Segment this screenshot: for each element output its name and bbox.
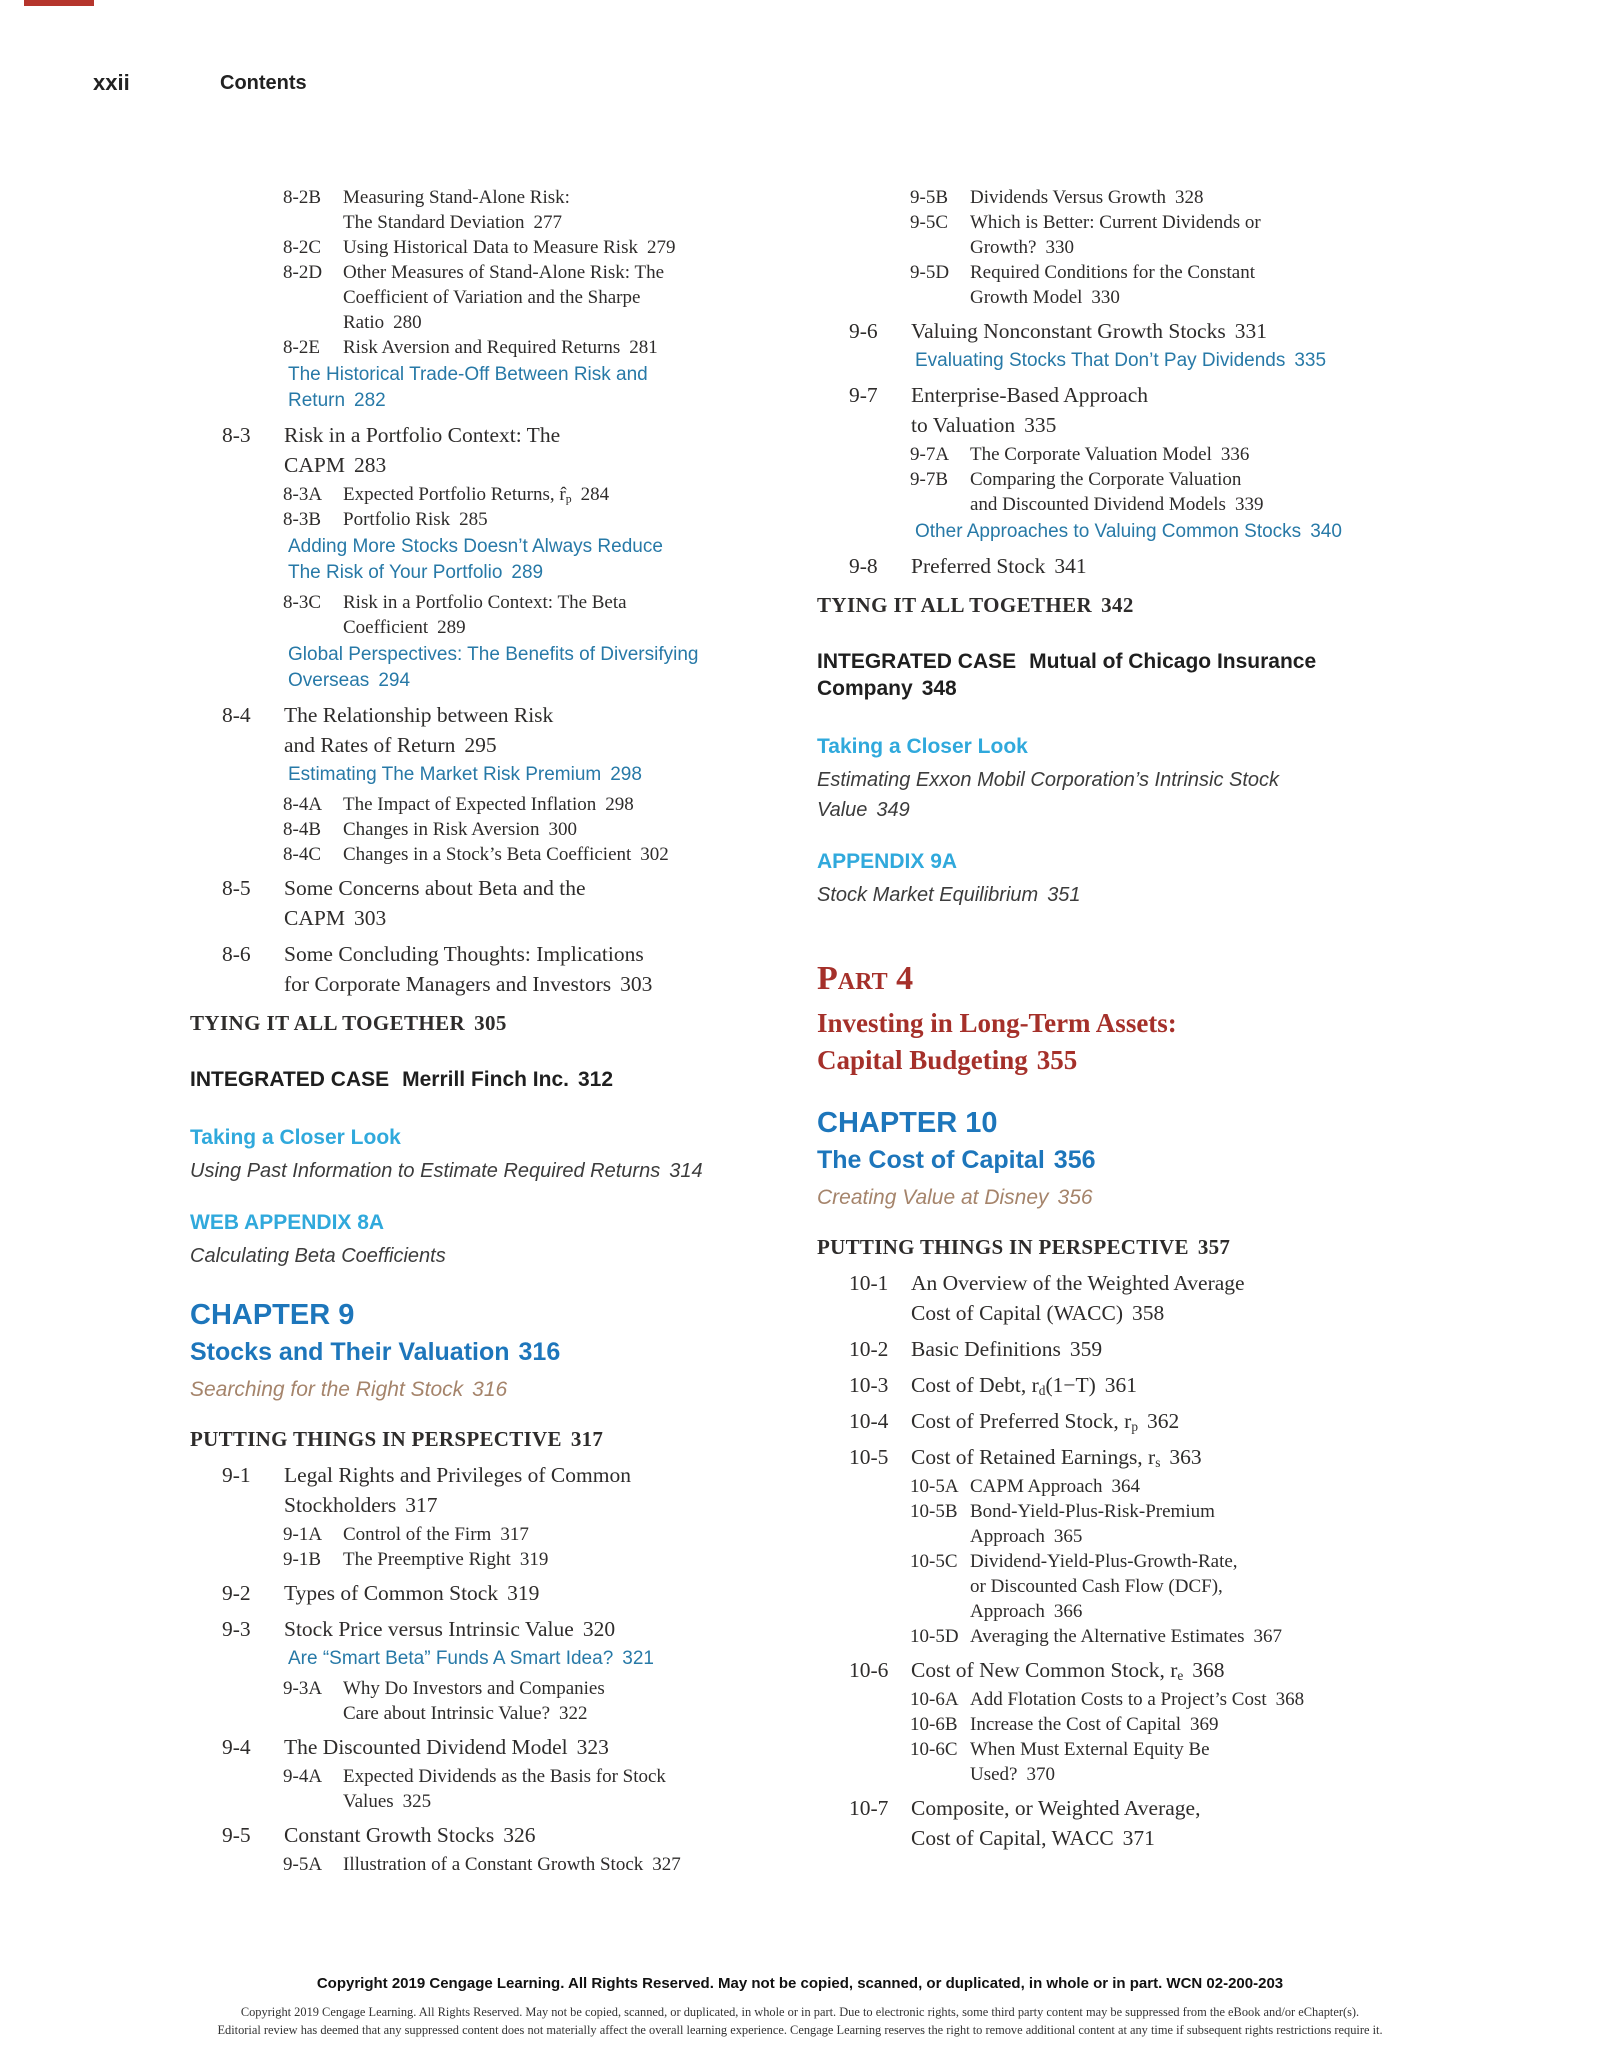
toc-section-entry <box>817 316 1417 346</box>
section-title: Illustration of a Constant Growth Stock 327 <box>343 1854 681 1875</box>
toc-taking-a-closer-look <box>190 1124 790 1186</box>
toc-chapter-heading <box>190 1296 790 1408</box>
toc-subsection-entry <box>817 1624 1417 1649</box>
section-title: Preferred Stock 341 <box>911 554 1087 578</box>
page-number: 298 <box>605 794 634 815</box>
closer-look-heading: Taking a Closer Look <box>190 1126 401 1149</box>
section-title: Types of Common Stock 319 <box>284 1581 540 1605</box>
toc-subsection-entry <box>190 1676 790 1726</box>
toc-subsection-entry <box>190 1547 790 1572</box>
page-number: 316 <box>472 1378 508 1401</box>
toc-taking-a-closer-look <box>817 733 1417 825</box>
integrated-case-title: Mutual of Chicago Insurance Company 348 <box>817 650 1317 700</box>
section-title: Legal Rights and Privileges of Common Stockholders 317 <box>284 1463 631 1517</box>
page-number: 280 <box>393 312 422 333</box>
toc-subsection-entry <box>190 1764 790 1814</box>
page-number: 367 <box>1253 1626 1283 1647</box>
page-number: 303 <box>620 972 653 996</box>
feature-title: Other Approaches to Valuing Common Stocks 340 <box>915 521 1342 542</box>
section-title: Changes in a Stock’s Beta Coefficient 302 <box>343 844 669 865</box>
section-title: The Relationship between Risk and Rates of Return 295 <box>284 703 554 757</box>
copyright-notice-bold: Copyright 2019 Cengage Learning. All Rights Reserved. May not be copied, scanned, or duplicated, in whole or in part. WCN 02-200-203 <box>316 1975 1284 1992</box>
page-number: 326 <box>503 1823 536 1847</box>
heading-text: PUTTING THINGS IN PERSPECTIVE 317 <box>190 1427 604 1451</box>
section-number: 9-1B <box>283 1549 321 1570</box>
toc-subsection-entry <box>817 1687 1417 1712</box>
section-number: 9-5A <box>283 1854 323 1875</box>
page-number: 365 <box>1053 1526 1083 1547</box>
feature-title: The Historical Trade-Off Between Risk and Return 282 <box>288 364 648 411</box>
section-title: The Preemptive Right 319 <box>343 1549 549 1570</box>
section-title: Basic Definitions 359 <box>911 1337 1103 1361</box>
toc-subsection-entry <box>817 442 1417 467</box>
appendix-heading: APPENDIX 9A <box>817 850 958 873</box>
section-title: Using Historical Data to Measure Risk 279 <box>343 237 676 258</box>
section-number: 9-6 <box>849 319 878 343</box>
section-number: 8-4 <box>222 703 251 727</box>
page-number: 349 <box>876 799 910 821</box>
section-number: 9-7 <box>849 383 878 407</box>
page-number: 305 <box>474 1011 507 1035</box>
section-title: An Overview of the Weighted Average Cost of Capital (WACC) 358 <box>911 1271 1245 1325</box>
copyright-line-3: Editorial review has deemed that any suppressed content does not materially affect the overall learning experience. Cengage Learning reserves the right to remove additional content at any time if subsequent rights restrictions require it. <box>217 2023 1383 2037</box>
toc-subsection-entry <box>817 1499 1417 1549</box>
part-number-heading: Part 4 <box>817 960 914 997</box>
section-title: When Must External Equity Be Used? 370 <box>970 1739 1210 1785</box>
page-number: 357 <box>1197 1235 1231 1259</box>
page-number: 277 <box>533 212 563 233</box>
section-title: Some Concluding Thoughts: Implications for Corporate Managers and Investors 303 <box>284 942 653 996</box>
page-number: 321 <box>622 1648 654 1669</box>
page-number: 341 <box>1054 554 1087 578</box>
section-number: 10-6C <box>910 1739 958 1760</box>
page-number: 356 <box>1057 1186 1093 1209</box>
section-number: 10-5C <box>910 1551 958 1572</box>
toc-subsection-entry <box>190 842 790 867</box>
toc-subsection-entry <box>817 1737 1417 1787</box>
toc-feature-box-entry <box>190 642 790 694</box>
page-number: 285 <box>459 509 488 530</box>
chapter-title: Stocks and Their Valuation 316 <box>190 1338 561 1366</box>
page-number: 325 <box>402 1791 432 1812</box>
page-number: 303 <box>353 906 387 930</box>
toc-section-entry <box>190 1460 790 1520</box>
section-title: Portfolio Risk 285 <box>343 509 488 530</box>
toc-feature-box-entry <box>817 519 1417 545</box>
page-number: 320 <box>582 1617 616 1641</box>
toc-section-entry <box>190 420 790 480</box>
toc-section-entry <box>817 1442 1417 1472</box>
appendix-title: Stock Market Equilibrium 351 <box>817 884 1081 906</box>
section-number: 9-7B <box>910 469 948 490</box>
toc-subsection-entry <box>190 1852 790 1877</box>
heading-text: TYING IT ALL TOGETHER 305 <box>190 1011 507 1035</box>
closer-look-title: Using Past Information to Estimate Required Returns 314 <box>190 1160 703 1182</box>
toc-section-entry <box>190 700 790 760</box>
page-number: 361 <box>1104 1373 1138 1397</box>
toc-subsection-entry <box>817 1549 1417 1624</box>
section-number: 9-4A <box>283 1766 323 1787</box>
page-number: 366 <box>1053 1601 1083 1622</box>
toc-subsection-entry <box>190 1522 790 1547</box>
toc-feature-box-entry <box>817 348 1417 374</box>
section-number: 9-5 <box>222 1823 251 1847</box>
page-number: 335 <box>1294 350 1327 371</box>
page-number: 284 <box>580 484 610 505</box>
page-number: 364 <box>1111 1476 1140 1497</box>
section-number: 10-5D <box>910 1626 959 1647</box>
feature-title: Adding More Stocks Doesn’t Always Reduce The Risk of Your Portfolio 289 <box>288 536 663 583</box>
section-number: 8-2C <box>283 237 321 258</box>
chapter-title: The Cost of Capital 356 <box>817 1146 1096 1174</box>
section-title: Composite, or Weighted Average, Cost of Capital, WACC 371 <box>911 1796 1201 1850</box>
section-number: 9-8 <box>849 554 878 578</box>
section-number: 10-4 <box>849 1409 889 1433</box>
toc-putting-things-in-perspective <box>817 1232 1417 1262</box>
section-title: Add Flotation Costs to a Project’s Cost 368 <box>970 1689 1305 1710</box>
toc-subsection-entry <box>817 185 1417 210</box>
toc-section-entry <box>817 1370 1417 1400</box>
feature-title: Estimating The Market Risk Premium 298 <box>288 764 642 785</box>
page-number: 339 <box>1234 494 1264 515</box>
toc-subsection-entry <box>190 482 790 507</box>
page-number: 314 <box>669 1160 703 1182</box>
toc-section-entry <box>817 380 1417 440</box>
section-title: Risk in a Portfolio Context: The CAPM 283 <box>284 423 561 477</box>
feature-title: Are “Smart Beta” Funds A Smart Idea? 321 <box>288 1648 654 1669</box>
section-number: 8-6 <box>222 942 251 966</box>
section-title: Enterprise-Based Approach to Valuation 335 <box>911 383 1149 437</box>
toc-appendix <box>190 1209 790 1271</box>
integrated-case-label: INTEGRATED CASE <box>817 650 1017 673</box>
chapter-number-heading: CHAPTER 9 <box>190 1299 355 1331</box>
page-number: 312 <box>578 1068 614 1091</box>
page-number: 302 <box>640 844 669 865</box>
section-number: 10-2 <box>849 1337 889 1361</box>
page-number: 342 <box>1101 593 1134 617</box>
page-number: 351 <box>1047 884 1081 906</box>
chapter-opening-vignette: Searching for the Right Stock 316 <box>190 1378 508 1401</box>
page-number: 368 <box>1275 1689 1305 1710</box>
section-number: 10-6A <box>910 1689 959 1710</box>
section-number: 8-3A <box>283 484 323 505</box>
page-number: 317 <box>405 1493 438 1517</box>
section-title: Measuring Stand-Alone Risk: The Standard Deviation 277 <box>343 187 570 233</box>
page-number: 362 <box>1147 1409 1180 1433</box>
section-title: Averaging the Alternative Estimates 367 <box>970 1626 1283 1647</box>
section-number: 8-3C <box>283 592 321 613</box>
toc-column-left <box>190 185 790 1877</box>
section-number: 9-2 <box>222 1581 251 1605</box>
page-number: 298 <box>610 764 642 785</box>
toc-putting-things-in-perspective <box>190 1424 790 1454</box>
running-header: Contents <box>220 72 307 94</box>
section-title: Cost of New Common Stock, $r_e$ 368 <box>911 1658 1225 1683</box>
section-title: Risk Aversion and Required Returns 281 <box>343 337 658 358</box>
copyright-notice-small <box>0 2003 1600 2039</box>
toc-section-entry <box>190 873 790 933</box>
page-number: 368 <box>1192 1658 1225 1682</box>
page-number: 282 <box>354 390 386 411</box>
section-title: The Impact of Expected Inflation 298 <box>343 794 634 815</box>
section-title: Dividends Versus Growth 328 <box>970 187 1204 208</box>
section-title: The Discounted Dividend Model 323 <box>284 1735 609 1759</box>
section-number: 8-4A <box>283 794 323 815</box>
section-number: 9-3 <box>222 1617 251 1641</box>
toc-integrated-case <box>190 1066 790 1093</box>
heading-text: TYING IT ALL TOGETHER 342 <box>817 593 1134 617</box>
integrated-case-title: Merrill Finch Inc. 312 <box>402 1068 614 1091</box>
section-title: Some Concerns about Beta and the CAPM 303 <box>284 876 586 930</box>
section-number: 9-7A <box>910 444 950 465</box>
toc-section-entry <box>190 1614 790 1644</box>
toc-tying-it-all-together <box>190 1008 790 1038</box>
appendix-heading: WEB APPENDIX 8A <box>190 1211 385 1234</box>
toc-part-heading <box>817 953 1417 1079</box>
section-number: 10-5A <box>910 1476 959 1497</box>
toc-subsection-entry <box>817 467 1417 517</box>
feature-title: Evaluating Stocks That Don’t Pay Dividends 335 <box>915 350 1327 371</box>
page-number: 358 <box>1132 1301 1165 1325</box>
toc-chapter-heading <box>817 1104 1417 1216</box>
section-title: Cost of Debt, $r_d(1-T)$ 361 <box>911 1373 1138 1398</box>
toc-subsection-entry <box>817 260 1417 310</box>
toc-section-entry <box>190 1820 790 1850</box>
section-number: 8-3B <box>283 509 321 530</box>
section-number: 8-4B <box>283 819 321 840</box>
section-title: Expected Portfolio Returns, $r̂_p$ 284 <box>343 484 610 506</box>
section-number: 10-7 <box>849 1796 889 1820</box>
page-number: 289 <box>437 617 466 638</box>
copyright-line-2: Copyright 2019 Cengage Learning. All Rights Reserved. May not be copied, scanned, or duplicated, in whole or in part. Due to electronic rights, some third party content may be suppressed from the eBook and/or eChapter(s). <box>240 2005 1360 2019</box>
part-title: Investing in Long-Term Assets: Capital Budgeting 355 <box>817 1008 1177 1075</box>
page-number: 294 <box>378 670 411 691</box>
section-title: Stock Price versus Intrinsic Value 320 <box>284 1617 616 1641</box>
section-title: Cost of Retained Earnings, $r_s$ 363 <box>911 1445 1202 1470</box>
section-title: Valuing Nonconstant Growth Stocks 331 <box>911 319 1267 343</box>
page-number: 348 <box>921 677 957 700</box>
toc-subsection-entry <box>817 210 1417 260</box>
section-number: 9-1 <box>222 1463 251 1487</box>
page-number: 317 <box>500 1524 529 1545</box>
section-number: 9-4 <box>222 1735 251 1759</box>
section-title: Which is Better: Current Dividends or Growth? 330 <box>970 212 1261 258</box>
page-number: 319 <box>507 1581 540 1605</box>
toc-subsection-entry <box>817 1474 1417 1499</box>
section-title: Changes in Risk Aversion 300 <box>343 819 578 840</box>
appendix-title: Calculating Beta Coefficients <box>190 1245 446 1267</box>
section-title: Comparing the Corporate Valuation and Discounted Dividend Models 339 <box>970 469 1264 515</box>
toc-section-entry <box>817 1655 1417 1685</box>
page-number: 283 <box>353 453 387 477</box>
toc-subsection-entry <box>817 1712 1417 1737</box>
toc-section-entry <box>817 1268 1417 1328</box>
page-number: 369 <box>1190 1714 1219 1735</box>
section-number: 10-5B <box>910 1501 958 1522</box>
section-number: 10-5 <box>849 1445 889 1469</box>
page-folio: xxii <box>93 70 130 95</box>
toc-subsection-entry <box>190 260 790 335</box>
page-number: 371 <box>1122 1826 1155 1850</box>
page-number: 331 <box>1234 319 1267 343</box>
section-number: 9-1A <box>283 1524 323 1545</box>
toc-subsection-entry <box>190 590 790 640</box>
section-title: Other Measures of Stand-Alone Risk: The Coefficient of Variation and the Sharpe Ratio 280 <box>343 262 665 333</box>
page-number: 363 <box>1169 1445 1202 1469</box>
page-number: 323 <box>576 1735 609 1759</box>
section-number: 10-6 <box>849 1658 889 1682</box>
toc-tying-it-all-together <box>817 590 1417 620</box>
toc-appendix <box>817 848 1417 910</box>
section-number: 9-5B <box>910 187 948 208</box>
section-number: 8-2B <box>283 187 321 208</box>
page-edge-mark <box>24 0 94 6</box>
section-title: Required Conditions for the Constant Growth Model 330 <box>970 262 1255 308</box>
page-number: 330 <box>1045 237 1074 258</box>
section-title: Expected Dividends as the Basis for Stock Values 325 <box>343 1766 666 1812</box>
page-number: 295 <box>464 733 497 757</box>
section-number: 8-2E <box>283 337 320 358</box>
section-title: Bond-Yield-Plus-Risk-Premium Approach 365 <box>970 1501 1215 1547</box>
page-number: 327 <box>652 1854 681 1875</box>
toc-section-entry <box>817 1406 1417 1436</box>
section-number: 8-2D <box>283 262 323 283</box>
page-number: 335 <box>1024 413 1057 437</box>
section-title: The Corporate Valuation Model 336 <box>970 444 1250 465</box>
page-number: 279 <box>646 237 676 258</box>
section-title: Constant Growth Stocks 326 <box>284 1823 536 1847</box>
section-number: 10-1 <box>849 1271 889 1295</box>
heading-text: PUTTING THINGS IN PERSPECTIVE 357 <box>817 1235 1231 1259</box>
page-number: 316 <box>518 1338 561 1366</box>
chapter-opening-vignette: Creating Value at Disney 356 <box>817 1186 1093 1209</box>
toc-section-entry <box>817 1334 1417 1364</box>
page-number: 370 <box>1026 1764 1055 1785</box>
toc-column-right <box>817 185 1417 1855</box>
chapter-number-heading: CHAPTER 10 <box>817 1107 998 1139</box>
page-number: 319 <box>519 1549 549 1570</box>
section-number: 10-6B <box>910 1714 958 1735</box>
integrated-case-label: INTEGRATED CASE <box>190 1068 390 1091</box>
toc-subsection-entry <box>190 335 790 360</box>
page-number: 336 <box>1220 444 1250 465</box>
toc-feature-box-entry <box>190 1646 790 1672</box>
section-title: Risk in a Portfolio Context: The Beta Coefficient 289 <box>343 592 627 638</box>
toc-section-entry <box>190 1578 790 1608</box>
section-number: 10-3 <box>849 1373 889 1397</box>
toc-feature-box-entry <box>190 534 790 586</box>
page-number: 359 <box>1069 1337 1103 1361</box>
page-number: 322 <box>559 1703 588 1724</box>
closer-look-title: Estimating Exxon Mobil Corporation’s Intrinsic Stock Value 349 <box>817 769 1280 821</box>
toc-feature-box-entry <box>190 362 790 414</box>
page-number: 317 <box>570 1427 604 1451</box>
page-number: 330 <box>1091 287 1120 308</box>
toc-section-entry <box>817 1793 1417 1853</box>
feature-title: Global Perspectives: The Benefits of Diversifying Overseas 294 <box>288 644 699 691</box>
section-number: 8-5 <box>222 876 251 900</box>
page-number: 289 <box>511 562 544 583</box>
toc-section-entry <box>190 1732 790 1762</box>
page-number: 328 <box>1174 187 1204 208</box>
section-number: 9-5D <box>910 262 950 283</box>
page-number: 300 <box>548 819 578 840</box>
page-number: 356 <box>1053 1146 1096 1174</box>
toc-subsection-entry <box>190 507 790 532</box>
section-title: Why Do Investors and Companies Care about Intrinsic Value? 322 <box>343 1678 605 1724</box>
section-title: Cost of Preferred Stock, $r_p$ 362 <box>911 1409 1180 1434</box>
toc-section-entry <box>190 939 790 999</box>
toc-subsection-entry <box>190 185 790 235</box>
toc-subsection-entry <box>190 235 790 260</box>
section-title: CAPM Approach 364 <box>970 1476 1140 1497</box>
section-title: Increase the Cost of Capital 369 <box>970 1714 1219 1735</box>
section-number: 8-4C <box>283 844 321 865</box>
toc-feature-box-entry <box>190 762 790 788</box>
toc-integrated-case <box>817 648 1417 702</box>
page-number: 340 <box>1310 521 1342 542</box>
page-number: 355 <box>1036 1045 1078 1075</box>
section-number: 9-3A <box>283 1678 323 1699</box>
section-title: Control of the Firm 317 <box>343 1524 529 1545</box>
section-number: 9-5C <box>910 212 948 233</box>
section-number: 8-3 <box>222 423 251 447</box>
toc-subsection-entry <box>190 817 790 842</box>
page-number: 281 <box>629 337 658 358</box>
toc-section-entry <box>817 551 1417 581</box>
toc-subsection-entry <box>190 792 790 817</box>
closer-look-heading: Taking a Closer Look <box>817 735 1028 758</box>
section-title: Dividend-Yield-Plus-Growth-Rate, or Discounted Cash Flow (DCF), Approach 366 <box>970 1551 1238 1622</box>
